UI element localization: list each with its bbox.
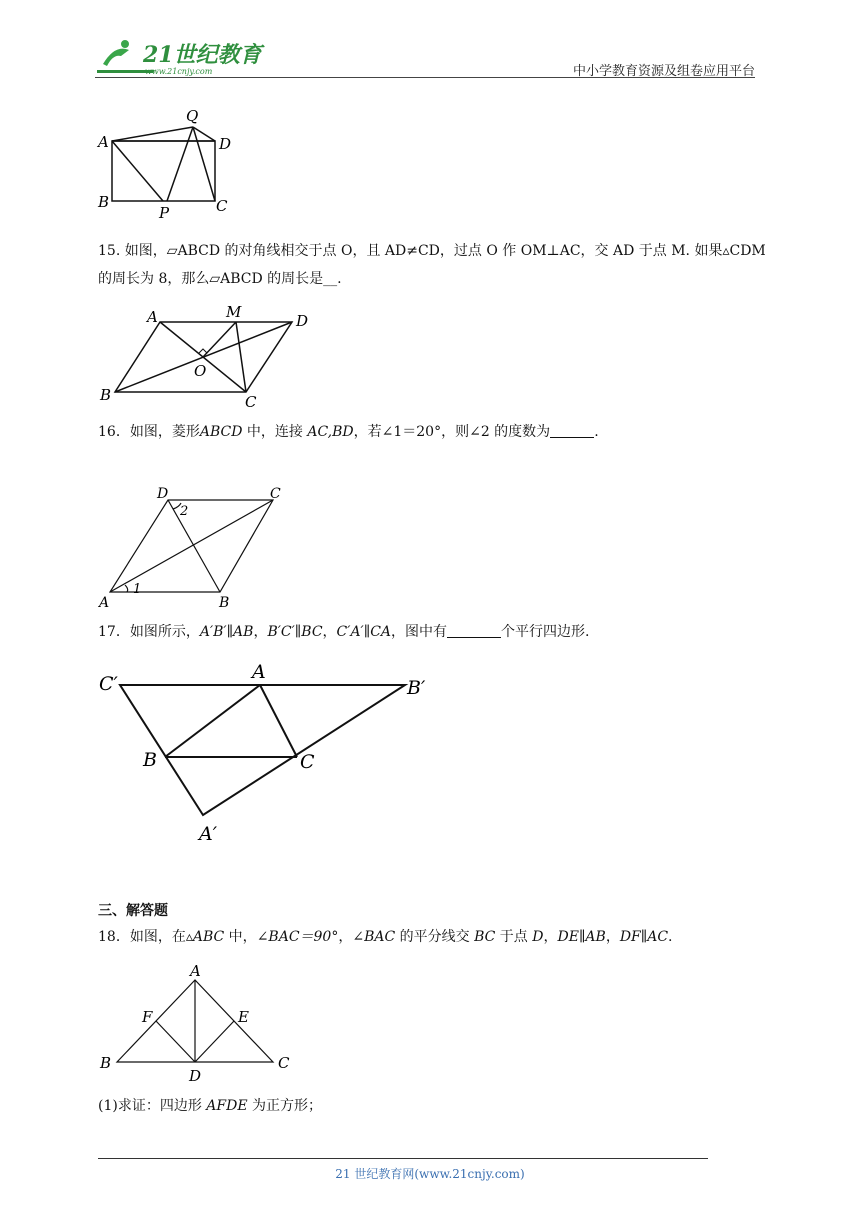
page-footer: 21 世纪教育网(www.21cnjy.com) bbox=[335, 1167, 525, 1181]
fig16-label-c: C bbox=[270, 486, 281, 502]
question-18: 18．如图，在▵ABC 中，∠BAC＝90°，∠BAC 的平分线交 BC 于点 D，DE∥AB，DF∥AC. bbox=[98, 929, 673, 945]
question-18-part-1: (1)求证：四边形 AFDE 为正方形； bbox=[98, 1098, 323, 1114]
figure-17 bbox=[95, 660, 435, 845]
figure-14 bbox=[95, 105, 235, 220]
fig16-label-angle1: 1 bbox=[133, 582, 142, 597]
figure-15 bbox=[95, 300, 325, 410]
figure-16 bbox=[95, 485, 295, 615]
fig17-label-c: C bbox=[300, 751, 315, 773]
fig15-label-o: O bbox=[194, 362, 207, 380]
logo-text: 21世纪教育 bbox=[143, 42, 262, 68]
footer-divider bbox=[98, 1158, 708, 1159]
fig17-label-c-prime: C′ bbox=[99, 673, 118, 695]
fig14-label-p: P bbox=[159, 204, 170, 220]
fig14-label-a: A bbox=[98, 133, 109, 151]
fig18-label-b: B bbox=[100, 1054, 112, 1072]
q15-line-1: 15. 如图，▱ABCD 的对角线相交于点 O，且 AD≠CD，过点 O 作 OM⊥AC，交 AD 于点 M. 如果▵CDM bbox=[98, 243, 766, 259]
header-divider bbox=[95, 77, 755, 78]
fig15-label-d: D bbox=[296, 312, 309, 330]
fig14-label-q: Q bbox=[186, 107, 199, 125]
fig18-label-e: E bbox=[238, 1008, 249, 1026]
site-logo bbox=[95, 36, 265, 76]
fig17-label-a-prime: A′ bbox=[199, 823, 218, 845]
fig14-label-c: C bbox=[216, 197, 228, 215]
fig16-label-angle2: 2 bbox=[180, 504, 189, 519]
fig15-label-m: M bbox=[226, 303, 242, 321]
fig15-label-a: A bbox=[147, 308, 158, 326]
fig16-label-d: D bbox=[157, 486, 169, 502]
question-17: 17．如图所示，A′B′∥AB，B′C′∥BC，C′A′∥CA，图中有 个平行四边形. bbox=[98, 624, 590, 640]
section-heading: 三、解答题 bbox=[98, 903, 168, 919]
fig18-label-c: C bbox=[278, 1054, 290, 1072]
fig16-label-a: A bbox=[99, 595, 110, 611]
q15-line-2: 的周长为 8，那么▱ABCD 的周长是__. bbox=[98, 271, 342, 287]
fig17-label-b-prime: B′ bbox=[407, 677, 426, 699]
answer-blank-17[interactable] bbox=[447, 623, 501, 638]
question-16: 16．如图，菱形ABCD 中，连接 AC,BD，若∠1＝20°，则∠2 的度数为 . bbox=[98, 424, 599, 440]
fig15-label-b: B bbox=[100, 386, 112, 404]
fig17-label-a: A bbox=[252, 661, 266, 683]
question-15 bbox=[98, 237, 768, 293]
fig18-label-f: F bbox=[142, 1008, 153, 1026]
figure-18 bbox=[95, 960, 305, 1085]
answer-blank-16[interactable] bbox=[550, 423, 594, 438]
logo-url: www.21cnjy.com bbox=[145, 67, 213, 76]
fig17-label-b: B bbox=[143, 749, 157, 771]
fig18-label-d: D bbox=[189, 1067, 202, 1085]
header-slogan: 中小学教育资源及组卷应用平台 bbox=[572, 64, 755, 79]
page-header bbox=[95, 30, 755, 80]
fig14-label-b: B bbox=[98, 193, 110, 211]
fig16-label-b: B bbox=[219, 595, 230, 611]
fig15-label-c: C bbox=[245, 393, 257, 410]
fig18-label-a: A bbox=[190, 962, 201, 980]
fig14-label-d: D bbox=[219, 135, 232, 153]
